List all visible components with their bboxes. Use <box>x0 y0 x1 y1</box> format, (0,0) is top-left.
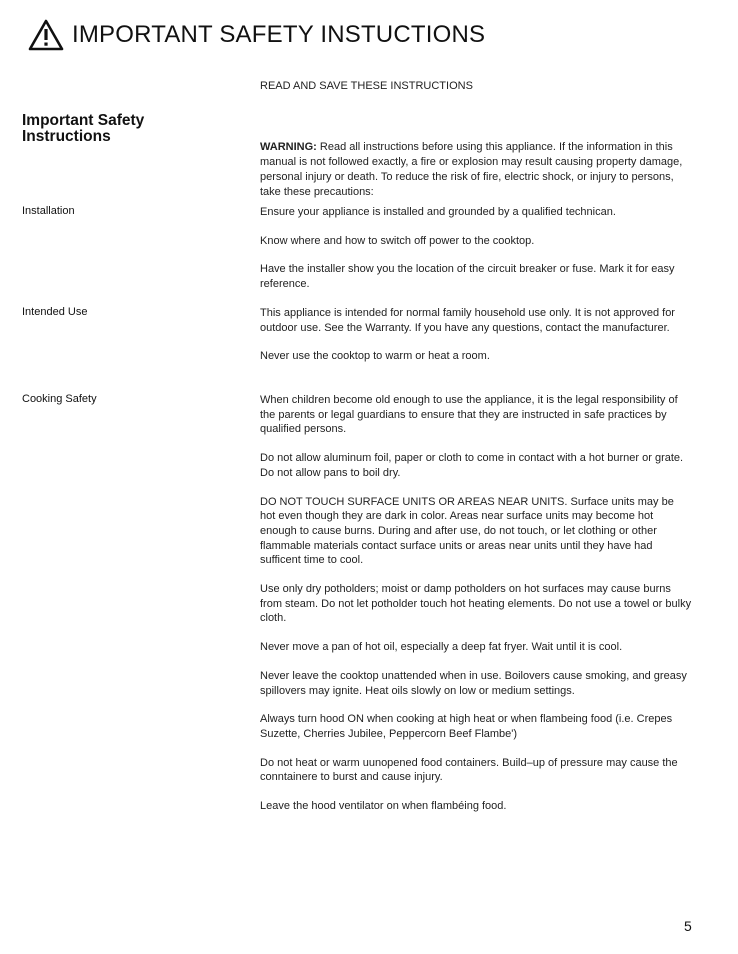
cooking-safety-label: Cooking Safety <box>22 393 97 405</box>
paragraph: Ensure your appliance is installed and grounded by a qualified technican. <box>260 206 616 218</box>
paragraph: When children become old enough to use the appliance, it is the legal responsibility of the parents or legal guardians to ensure that they are instructed in safe practices by qualified persons. <box>260 394 678 436</box>
paragraph: Know where and how to switch off power to the cooktop. <box>260 234 535 247</box>
section-title: Important Safety Instructions <box>22 112 145 145</box>
paragraph: Never move a pan of hot oil, especially a deep fat fryer. Wait until it is cool. <box>260 641 623 654</box>
paragraph: Never leave the cooktop unattended when in use. Boilovers cause smoking, and greasy spillovers may ignite. Heat oils slowly on low or medium settings. <box>260 669 687 697</box>
read-save-notice: READ AND SAVE THESE INSTRUCTIONS <box>260 80 473 92</box>
installation-label: Installation <box>22 205 75 217</box>
installation-paragraphs <box>260 205 692 306</box>
page-number: 5 <box>684 918 692 934</box>
paragraph: Use only dry potholders; moist or damp potholders on hot surfaces may cause burns from steam. Do not let potholder touch hot heating elements. Do not use a towel or bulky cloth. <box>260 583 692 625</box>
paragraph: This appliance is intended for normal family household use only. It is not approved for outdoor use. See the Warranty. If you have any questions, contact the manufacturer. <box>260 307 675 334</box>
paragraph: Do not heat or warm uunopened food containers. Build–up of pressure may cause the conntainere to burst and cause injury. <box>260 756 678 784</box>
page-header <box>28 19 485 51</box>
intended-use-paragraphs <box>260 306 692 378</box>
paragraph: DO NOT TOUCH SURFACE UNITS OR AREAS NEAR UNITS. Surface units may be hot even though they are dark in color. Areas near surface units may become hot enough to cause burns. During and after use, do not touch, or let clothing or other flammable materials contact surface units or areas near units until they have had sufficent time to cool. <box>260 495 674 567</box>
warning-paragraph <box>260 140 692 200</box>
cooking-safety-paragraphs <box>260 393 692 828</box>
intended-use-label: Intended Use <box>22 306 88 318</box>
paragraph: Never use the cooktop to warm or heat a room. <box>260 350 490 363</box>
paragraph: Do not allow aluminum foil, paper or cloth to come in contact with a hot burner or grate. Do not allow pans to boil dry. <box>260 452 684 479</box>
page-title: IMPORTANT SAFETY INSTUCTIONS <box>72 21 486 48</box>
paragraph: Leave the hood ventilator on when flambéing food. <box>260 800 507 813</box>
warning-text: Read all instructions before using this appliance. If the information in this manual is not followed exactly, a fire or explosion may result causing property damage, personal injury or death. To reduce the risk of fire, electric shock, or injury to persons, take these precautions: <box>260 141 683 198</box>
paragraph: Have the installer show you the location of the circuit breaker or fuse. Mark it for easy reference. <box>260 263 675 291</box>
paragraph: Always turn hood ON when cooking at high heat or when flambeing food (i.e. Crepes Suzette, Cherries Jubilee, Peppercorn Beef Flambe') <box>260 713 673 740</box>
warning-label: WARNING: <box>260 141 317 153</box>
warning-triangle-icon <box>28 19 64 51</box>
